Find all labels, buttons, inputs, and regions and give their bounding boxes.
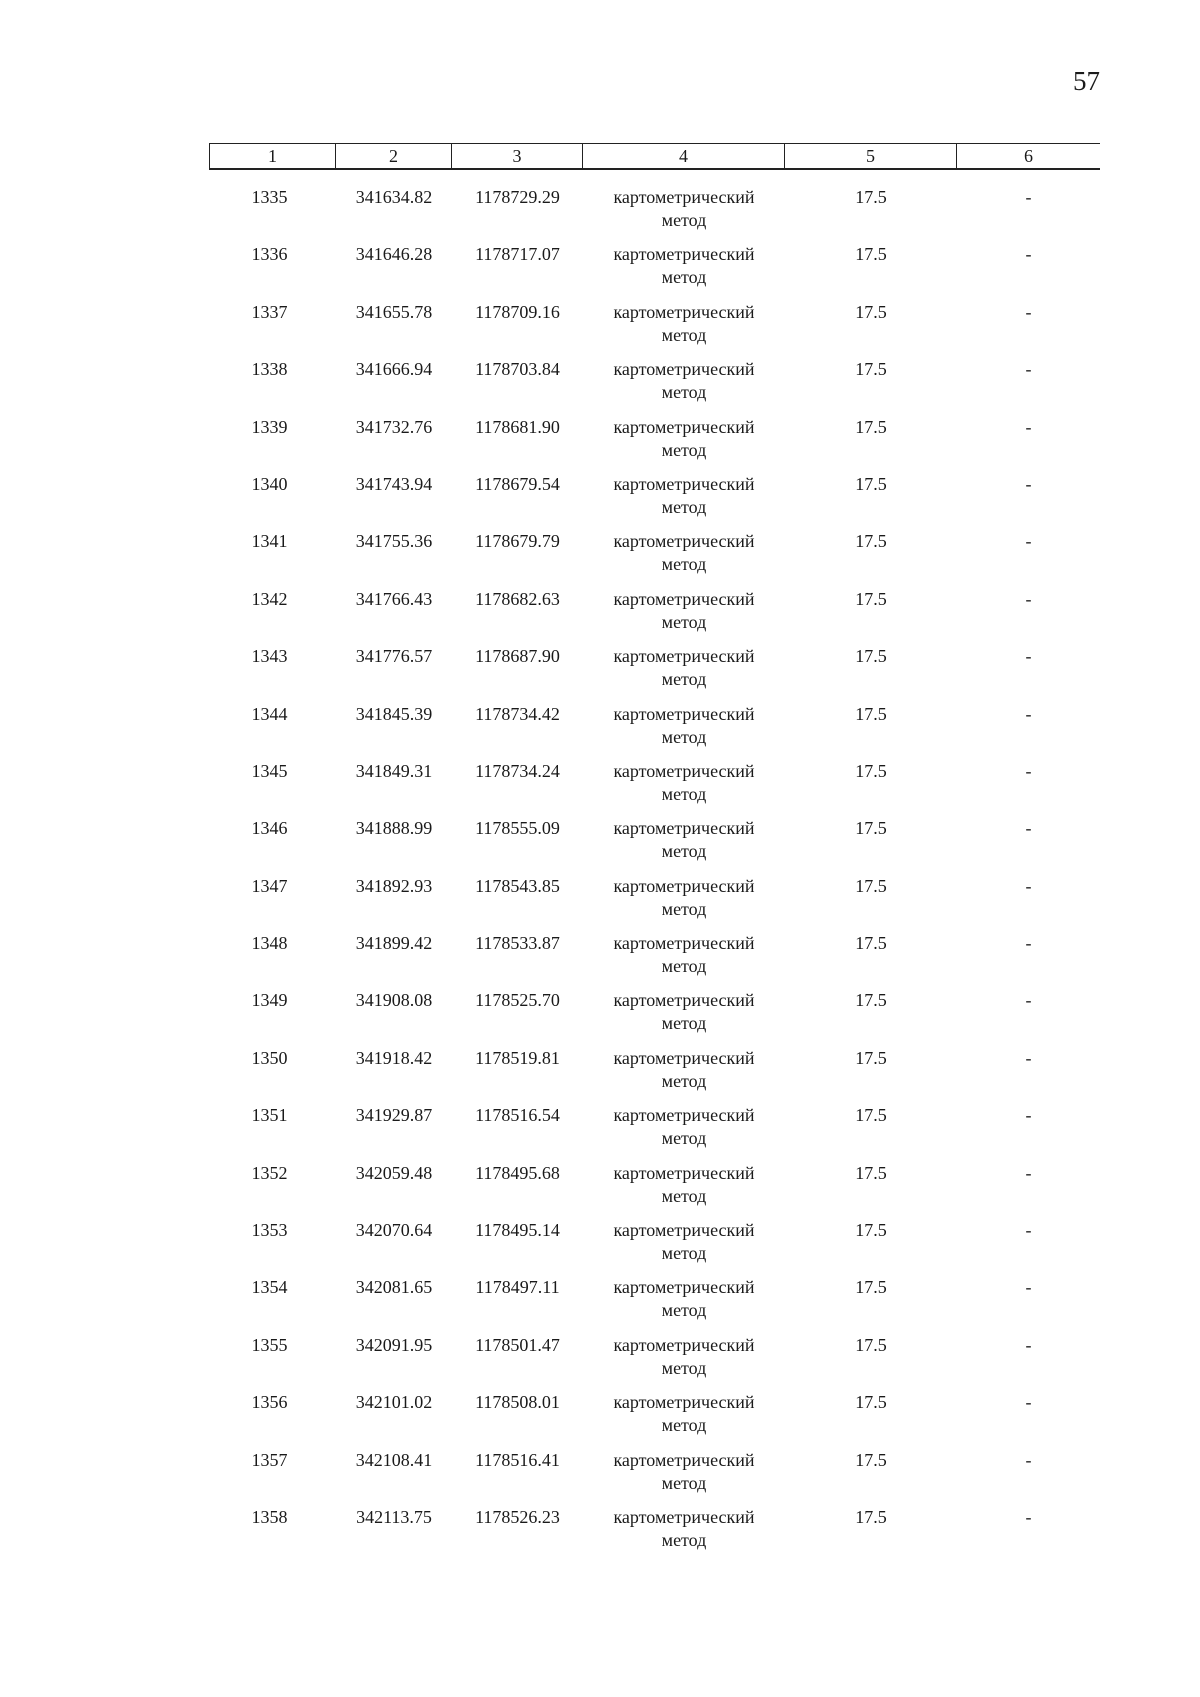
coordinate-y: 1178533.87 [475,933,560,954]
description-cell: - [1025,187,1032,207]
point-number: 1345 [251,760,288,781]
coordinate-x: 341666.94 [355,359,433,380]
description-cell: - [1025,1047,1032,1068]
description-cell: - [1025,416,1032,437]
method-line-2: метод [661,1185,707,1206]
description-cell: - [1025,1105,1032,1126]
accuracy-value: 17.5 [855,1105,887,1126]
accuracy-value: 17.5 [855,1220,887,1241]
table-row [209,703,1100,760]
method-line-1: картометрический [613,818,755,839]
accuracy-value: 17.5 [855,1277,887,1298]
coordinate-x: 341849.31 [355,760,433,781]
coordinate-y: 1178703.84 [475,359,560,380]
table-row [209,243,1100,300]
method-line-1: картометрический [613,760,755,781]
method-line-1: картометрический [613,1506,755,1527]
method-line-2: метод [661,841,707,862]
coordinate-y: 1178687.90 [475,646,560,667]
coordinate-y: 1178516.54 [475,1105,560,1126]
method-cell [583,416,785,473]
accuracy-value: 17.5 [855,990,887,1011]
point-number: 1354 [251,1277,288,1298]
description-cell: - [1025,1449,1032,1470]
method-line-1: картометрический [613,1220,755,1241]
table-row [209,1047,1100,1104]
method-line-2: метод [661,1070,707,1091]
table-row [209,530,1100,587]
coordinate-x: 342113.75 [356,1506,432,1527]
table-row [209,760,1100,817]
point-number: 1343 [251,646,288,667]
description-cell: - [1025,473,1032,494]
accuracy-value: 17.5 [855,1334,887,1355]
coordinate-y: 1178679.54 [475,473,560,494]
description-cell: - [1025,875,1032,896]
description-cell: - [1025,1334,1032,1355]
method-line-2: метод [661,554,707,575]
point-number: 1351 [251,1105,288,1126]
description-cell: - [1025,359,1032,380]
point-number: 1342 [251,588,288,609]
method-line-1: картометрический [613,703,755,724]
method-cell [583,186,785,243]
method-line-2: метод [661,1128,707,1149]
method-cell [583,1449,785,1506]
coordinate-x: 341766.43 [355,588,433,609]
description-cell: - [1025,1162,1032,1183]
point-number: 1339 [251,416,288,437]
accuracy-value: 17.5 [855,416,887,437]
coordinate-x: 341888.99 [355,818,433,839]
method-line-1: картометрический [613,187,755,207]
coordinate-x: 342059.48 [355,1162,433,1183]
coordinate-y: 1178734.24 [475,760,560,781]
accuracy-value: 17.5 [855,875,887,896]
method-line-1: картометрический [613,359,755,380]
description-cell: - [1025,1277,1032,1298]
point-number: 1355 [251,1334,288,1355]
description-cell: - [1025,818,1032,839]
method-line-2: метод [661,1415,707,1436]
method-line-2: метод [661,1529,707,1550]
point-number: 1337 [251,301,288,322]
method-line-2: метод [661,267,707,288]
table-header [209,143,1100,170]
method-cell [583,1506,785,1563]
coordinate-x: 341743.94 [355,473,433,494]
method-line-2: метод [661,611,707,632]
coordinate-x: 341655.78 [355,301,433,322]
coordinate-y: 1178709.16 [475,301,560,322]
point-number: 1335 [251,187,288,207]
method-cell [583,1162,785,1219]
method-cell [583,1047,785,1104]
accuracy-value: 17.5 [855,703,887,724]
description-cell: - [1025,1392,1032,1413]
method-line-1: картометрический [613,1334,755,1355]
point-number: 1350 [251,1047,288,1068]
table-row [209,416,1100,473]
point-number: 1341 [251,531,288,552]
method-cell [583,645,785,702]
coordinate-y: 1178681.90 [475,416,560,437]
page-number: 57 [1073,66,1100,96]
accuracy-value: 17.5 [855,473,887,494]
point-number: 1352 [251,1162,288,1183]
method-line-1: картометрический [613,416,755,437]
point-number: 1346 [251,818,288,839]
coordinate-y: 1178543.85 [475,875,560,896]
method-cell [583,358,785,415]
method-cell [583,1391,785,1448]
column-header-4: 4 [583,144,785,168]
point-number: 1336 [251,244,288,265]
method-line-1: картометрический [613,1277,755,1298]
table-row [209,932,1100,989]
table-row [209,989,1100,1046]
method-cell [583,703,785,760]
table-row [209,1506,1100,1563]
method-cell [583,1104,785,1161]
coordinate-y: 1178729.29 [475,187,560,207]
accuracy-value: 17.5 [855,1392,887,1413]
coordinate-y: 1178516.41 [475,1449,560,1470]
coordinate-y: 1178495.14 [475,1220,560,1241]
method-line-1: картометрический [613,1449,755,1470]
point-number: 1347 [251,875,288,896]
coordinate-y: 1178734.42 [475,703,560,724]
description-cell: - [1025,588,1032,609]
accuracy-value: 17.5 [855,531,887,552]
coordinate-x: 342081.65 [355,1277,433,1298]
table-row [209,817,1100,874]
point-number: 1344 [251,703,288,724]
coordinate-x: 341845.39 [355,703,433,724]
description-cell: - [1025,1506,1032,1527]
accuracy-value: 17.5 [855,760,887,781]
point-number: 1353 [251,1220,288,1241]
method-cell [583,932,785,989]
table-row [209,588,1100,645]
method-line-1: картометрический [613,933,755,954]
column-header-6: 6 [1024,146,1033,166]
method-line-1: картометрический [613,875,755,896]
accuracy-value: 17.5 [855,359,887,380]
coordinate-x: 341755.36 [355,531,433,552]
coordinate-x: 341899.42 [355,933,433,954]
method-line-2: метод [661,210,707,230]
method-cell [583,530,785,587]
method-line-1: картометрический [613,1047,755,1068]
method-cell [583,760,785,817]
coordinate-y: 1178495.68 [475,1162,560,1183]
coordinate-y: 1178508.01 [475,1392,560,1413]
coordinate-x: 342108.41 [355,1449,433,1470]
method-line-1: картометрический [613,301,755,322]
method-cell [583,989,785,1046]
accuracy-value: 17.5 [855,1162,887,1183]
method-cell [583,817,785,874]
method-line-2: метод [661,1013,707,1034]
method-line-2: метод [661,898,707,919]
method-line-1: картометрический [613,1105,755,1126]
table-row [209,1162,1100,1219]
description-cell: - [1025,703,1032,724]
table-row [209,186,1100,243]
accuracy-value: 17.5 [855,588,887,609]
method-cell [583,473,785,530]
point-number: 1340 [251,473,288,494]
method-line-1: картометрический [613,473,755,494]
coordinate-y: 1178682.63 [475,588,560,609]
method-line-2: метод [661,324,707,345]
method-line-1: картометрический [613,244,755,265]
accuracy-value: 17.5 [855,244,887,265]
coordinate-y: 1178679.79 [475,531,560,552]
method-cell [583,875,785,932]
table-row [209,1449,1100,1506]
description-cell: - [1025,244,1032,265]
coordinate-x: 341634.82 [355,187,433,207]
accuracy-value: 17.5 [855,301,887,322]
description-cell: - [1025,301,1032,322]
description-cell: - [1025,1220,1032,1241]
coordinate-y: 1178717.07 [475,244,560,265]
table-row [209,1391,1100,1448]
description-cell: - [1025,933,1032,954]
description-cell: - [1025,760,1032,781]
method-line-2: метод [661,783,707,804]
coordinate-y: 1178525.70 [475,990,560,1011]
method-line-1: картометрический [613,531,755,552]
method-line-1: картометрический [613,588,755,609]
method-line-1: картометрический [613,646,755,667]
method-line-1: картометрический [613,990,755,1011]
table-row [209,1334,1100,1391]
method-cell [583,588,785,645]
coordinate-x: 341646.28 [355,244,433,265]
coordinate-x: 341732.76 [355,416,433,437]
coordinate-x: 341929.87 [355,1105,433,1126]
accuracy-value: 17.5 [855,1047,887,1068]
method-line-2: метод [661,496,707,517]
table-row [209,875,1100,932]
method-line-2: метод [661,1472,707,1493]
coordinate-y: 1178519.81 [475,1047,560,1068]
coordinate-x: 341892.93 [355,875,433,896]
method-line-1: картометрический [613,1162,755,1183]
coordinate-y: 1178497.11 [475,1277,560,1298]
table-row [209,1276,1100,1333]
coordinate-x: 341776.57 [355,646,433,667]
method-line-2: метод [661,382,707,403]
column-header-2: 2 [336,144,452,168]
method-cell [583,1276,785,1333]
point-number: 1348 [251,933,288,954]
method-line-2: метод [661,956,707,977]
table-row [209,1104,1100,1161]
description-cell: - [1025,646,1032,667]
point-number: 1356 [251,1392,288,1413]
method-cell [583,243,785,300]
coordinate-x: 341918.42 [355,1047,433,1068]
coordinate-x: 341908.08 [355,990,433,1011]
method-cell [583,1219,785,1276]
accuracy-value: 17.5 [855,646,887,667]
point-number: 1349 [251,990,288,1011]
description-cell: - [1025,990,1032,1011]
table-body [209,186,1100,1563]
coordinate-x: 342070.64 [355,1220,433,1241]
coordinate-y: 1178555.09 [475,818,560,839]
table-row [209,473,1100,530]
method-line-2: метод [661,439,707,460]
method-line-2: метод [661,1243,707,1264]
coordinate-x: 342101.02 [355,1392,433,1413]
coordinate-y: 1178501.47 [475,1334,560,1355]
column-header-1: 1 [209,144,336,168]
column-header-5: 5 [785,144,957,168]
coordinates-table [209,143,1100,1563]
point-number: 1338 [251,359,288,380]
method-line-2: метод [661,669,707,690]
table-row [209,301,1100,358]
accuracy-value: 17.5 [855,187,887,207]
table-row [209,358,1100,415]
accuracy-value: 17.5 [855,1449,887,1470]
column-header-3: 3 [452,144,583,168]
coordinate-x: 342091.95 [355,1334,433,1355]
point-number: 1358 [251,1506,288,1527]
accuracy-value: 17.5 [855,933,887,954]
method-line-2: метод [661,1300,707,1321]
method-line-2: метод [661,1357,707,1378]
method-cell [583,1334,785,1391]
table-row [209,1219,1100,1276]
method-line-2: метод [661,726,707,747]
accuracy-value: 17.5 [855,1506,887,1527]
method-cell [583,301,785,358]
coordinate-y: 1178526.23 [475,1506,560,1527]
method-line-1: картометрический [613,1392,755,1413]
accuracy-value: 17.5 [855,818,887,839]
point-number: 1357 [251,1449,288,1470]
table-row [209,645,1100,702]
description-cell: - [1025,531,1032,552]
